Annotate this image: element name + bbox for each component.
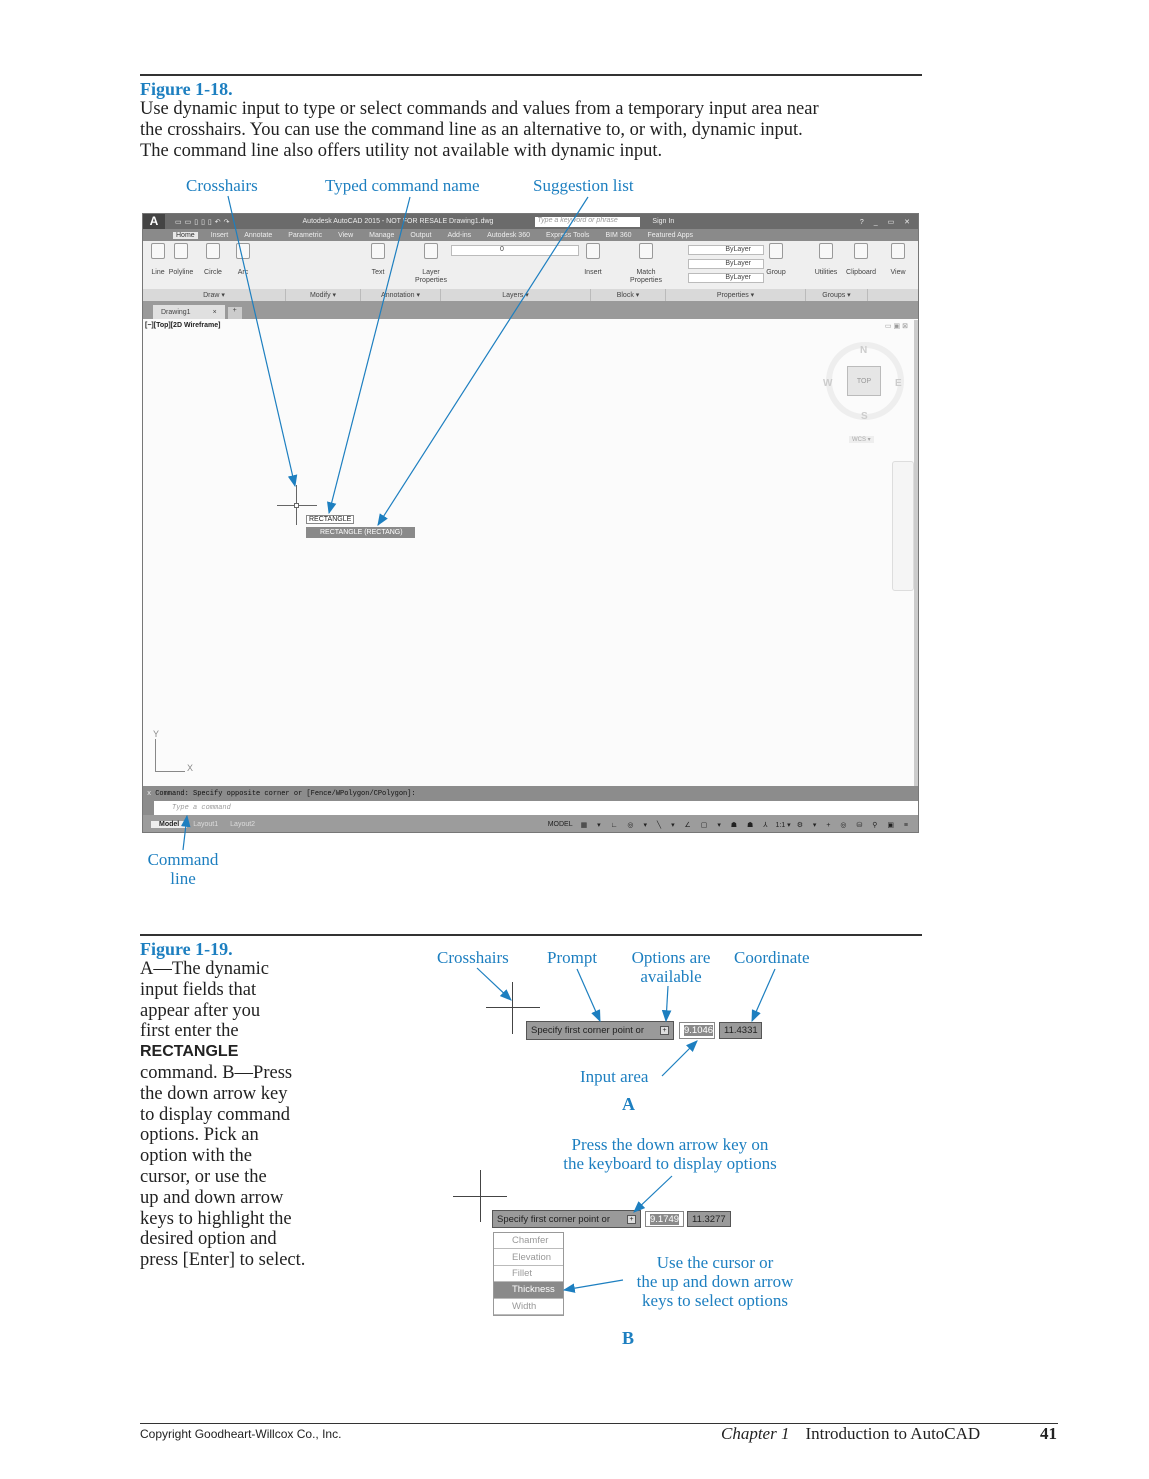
copyright: Copyright Goodheart-Willcox Co., Inc. <box>140 1427 342 1441</box>
arrow-press-down <box>634 1176 672 1212</box>
panel-groups[interactable]: Groups ▾ <box>806 289 868 301</box>
text-line: to display command <box>140 1104 291 1125</box>
label-coordinate: Coordinate <box>734 948 810 967</box>
options-icon[interactable]: + <box>660 1026 669 1035</box>
viewport-controls[interactable]: [−][Top][2D Wireframe] <box>145 322 221 329</box>
arrow-typed-command <box>329 197 410 513</box>
tab-express-tools[interactable]: Express Tools <box>545 231 590 239</box>
tab-parametric[interactable]: Parametric <box>288 231 323 239</box>
tab-add-ins[interactable]: Add-ins <box>447 231 472 239</box>
tab-insert[interactable]: Insert <box>210 231 229 239</box>
bylayer-value: ByLayer <box>725 246 751 253</box>
window-title: Autodesk AutoCAD 2015 - NOT FOR RESALE Drawing1.dwg <box>302 218 494 225</box>
chapter-label: Chapter 1 <box>721 1424 790 1443</box>
status-tools[interactable]: ⚙ ▾ + ◎ ⛁ ⚲ ▣ ≡ <box>796 821 912 829</box>
command-history: x Command: Specify opposite corner or [Fence/WPolygon/CPolygon]: <box>143 786 918 801</box>
label-suggestion-list: Suggestion list <box>533 176 634 195</box>
text-line: input fields that <box>140 979 257 1000</box>
ucs-x-label: X <box>187 763 194 773</box>
new-tab-button[interactable]: + <box>228 307 242 319</box>
panel-modify[interactable]: Modify ▾ <box>286 289 361 301</box>
tab-output[interactable]: Output <box>410 231 432 239</box>
tool-label: Insert <box>584 269 602 276</box>
text-line: press [Enter] to select. <box>140 1250 306 1271</box>
tool-label: Circle <box>204 269 222 276</box>
option-elevation[interactable]: Elevation <box>494 1249 563 1265</box>
bylayer-value: ByLayer <box>725 260 751 267</box>
option-thickness[interactable]: Thickness <box>494 1282 563 1298</box>
option-width[interactable]: Width <box>494 1299 563 1315</box>
wcs-menu[interactable]: WCS ▾ <box>849 436 874 443</box>
prompt-text: Specify first corner point or <box>531 1025 644 1036</box>
compass-east[interactable]: E <box>895 378 902 389</box>
panel-annotation[interactable]: Annotation ▾ <box>361 289 441 301</box>
figure-caption: Figure 1-18. <box>140 79 233 99</box>
x-value: 9.1046 <box>684 1025 714 1036</box>
option-fillet[interactable]: Fillet <box>494 1266 563 1282</box>
label-line: line <box>170 869 196 888</box>
arrow-command-line <box>183 816 187 850</box>
label-line: available <box>640 967 702 986</box>
text-line: options. Pick an <box>140 1125 259 1146</box>
prompt-text: Specify first corner point or <box>497 1213 610 1225</box>
window-controls[interactable]: ? _ ▭ ✕ <box>859 218 914 226</box>
command-placeholder: Type a command <box>172 804 231 812</box>
suggestion-list-item[interactable]: RECTANGLE (RECTANG) <box>306 527 415 538</box>
compass-north[interactable]: N <box>860 345 868 356</box>
close-icon[interactable]: × <box>212 308 217 316</box>
part-a-label: A <box>622 1094 635 1114</box>
tab-layout2[interactable]: Layout2 <box>230 821 256 828</box>
tab-bim-360[interactable]: BIM 360 <box>605 231 632 239</box>
tool-label: View <box>890 269 906 276</box>
status-toggles[interactable]: ▦ ▾ ∟ ◎ ▾ ╲ ▾ ∠ ▢ ▾ ☗ ☗ ⅄ <box>580 821 772 829</box>
text-line: the crosshairs. You can use the command line as an alternative to, or with, dynamic input. <box>140 119 803 140</box>
figure-caption: Figure 1-19. <box>140 939 233 959</box>
command-name: RECTANGLE <box>140 1043 239 1061</box>
text-line: desired option and <box>140 1229 277 1250</box>
ucs-y-label: Y <box>153 729 160 739</box>
label-line: Press the down arrow key on <box>571 1135 769 1154</box>
running-footer <box>721 1424 980 1444</box>
viewport-window-controls[interactable]: ▭▣⊠ <box>884 323 910 330</box>
tab-manage[interactable]: Manage <box>369 231 395 239</box>
tool-label: Clipboard <box>846 269 876 276</box>
quick-access-toolbar[interactable]: ▭▭▯▯▯↶↷ <box>175 218 233 226</box>
tool-label: Utilities <box>814 269 838 276</box>
label-line: Options are <box>631 948 711 967</box>
text-line: command. B—Press <box>140 1062 293 1083</box>
model-space-button[interactable]: MODEL <box>547 821 573 828</box>
tool-label: Line <box>151 269 165 276</box>
tool-label: Group <box>766 269 786 276</box>
tab-autodesk-360[interactable]: Autodesk 360 <box>487 231 530 239</box>
tab-home[interactable]: Home <box>173 232 198 239</box>
arrow-coordinate <box>752 969 775 1021</box>
compass-west[interactable]: W <box>823 378 833 389</box>
text-line: the down arrow key <box>140 1083 288 1104</box>
viewcube-top[interactable]: TOP <box>847 366 881 396</box>
text-line: Use dynamic input to type or select commands and values from a temporary input area near <box>140 99 819 119</box>
label-typed-command: Typed command name <box>325 176 480 195</box>
tab-featured-apps[interactable]: Featured Apps <box>647 231 694 239</box>
arrow-suggestion <box>378 197 588 525</box>
text-line: The command line also offers utility not available with dynamic input. <box>140 140 663 161</box>
text-line: appear after you <box>140 1000 261 1021</box>
arrow-crosshairs-a <box>477 968 511 1000</box>
coordinate-y: 11.3277 <box>687 1211 731 1227</box>
label-crosshairs: Crosshairs <box>437 948 509 967</box>
command-history-text: Command: Specify opposite corner or [Fence/WPolygon/CPolygon]: <box>155 789 416 798</box>
tab-model[interactable]: Model <box>151 821 187 828</box>
app-logo-icon[interactable]: A <box>143 214 165 229</box>
sign-in-button[interactable]: Sign In <box>652 218 675 225</box>
page-number: 41 <box>1040 1424 1057 1443</box>
panel-layers[interactable]: Layers ▾ <box>441 289 591 301</box>
arrow-crosshairs <box>228 196 295 486</box>
tool-label: Arc <box>237 269 249 276</box>
label-input-area: Input area <box>580 1067 649 1086</box>
options-icon[interactable]: + <box>627 1215 636 1224</box>
panel-draw[interactable]: Draw ▾ <box>143 289 286 301</box>
tool-label: Match Properties <box>630 269 662 284</box>
tab-annotate[interactable]: Annotate <box>244 231 273 239</box>
coordinate-y: 11.4331 <box>719 1022 762 1039</box>
text-line: cursor, or use the <box>140 1166 267 1187</box>
arrow-prompt <box>577 969 600 1021</box>
text-line: option with the <box>140 1146 253 1167</box>
tab-layout1[interactable]: Layout1 <box>193 821 219 828</box>
compass-south[interactable]: S <box>861 411 868 422</box>
tool-label: Layer Properties <box>415 269 447 284</box>
part-b-label: B <box>622 1328 635 1348</box>
label-line: keys to select options <box>642 1291 788 1310</box>
layer-name: 0 <box>500 246 504 253</box>
tool-label: Polyline <box>168 269 194 276</box>
text-line: keys to highlight the <box>140 1208 292 1229</box>
chapter-title: Introduction to AutoCAD <box>805 1424 981 1443</box>
x-value: 9.1749 <box>650 1213 680 1225</box>
arrow-use-cursor <box>564 1280 623 1290</box>
label-crosshairs: Crosshairs <box>186 176 258 195</box>
arrow-options <box>666 986 668 1021</box>
label-line: Command <box>147 850 219 869</box>
tool-label: Text <box>371 269 385 276</box>
option-chamfer[interactable]: Chamfer <box>494 1233 563 1249</box>
search-input[interactable]: Type a keyword or phrase <box>535 217 640 227</box>
label-line: the keyboard to display options <box>563 1154 777 1173</box>
label-line: the up and down arrow <box>636 1272 794 1291</box>
bylayer-value: ByLayer <box>725 274 751 281</box>
annotation-scale[interactable]: 1:1 ▾ <box>775 821 791 829</box>
tab-view[interactable]: View <box>338 231 354 239</box>
arrow-input-area <box>662 1041 697 1076</box>
panel-properties[interactable]: Properties ▾ <box>666 289 806 301</box>
dynamic-input-command[interactable]: RECTANGLE <box>306 515 354 524</box>
file-tab-label: Drawing1 <box>161 308 191 316</box>
text-line: up and down arrow <box>140 1187 284 1208</box>
label-prompt: Prompt <box>547 948 598 967</box>
text-line: A—The dynamic <box>140 959 269 979</box>
text-line: first enter the <box>140 1021 239 1042</box>
label-line: Use the cursor or <box>656 1253 774 1272</box>
panel-block[interactable]: Block ▾ <box>591 289 666 301</box>
